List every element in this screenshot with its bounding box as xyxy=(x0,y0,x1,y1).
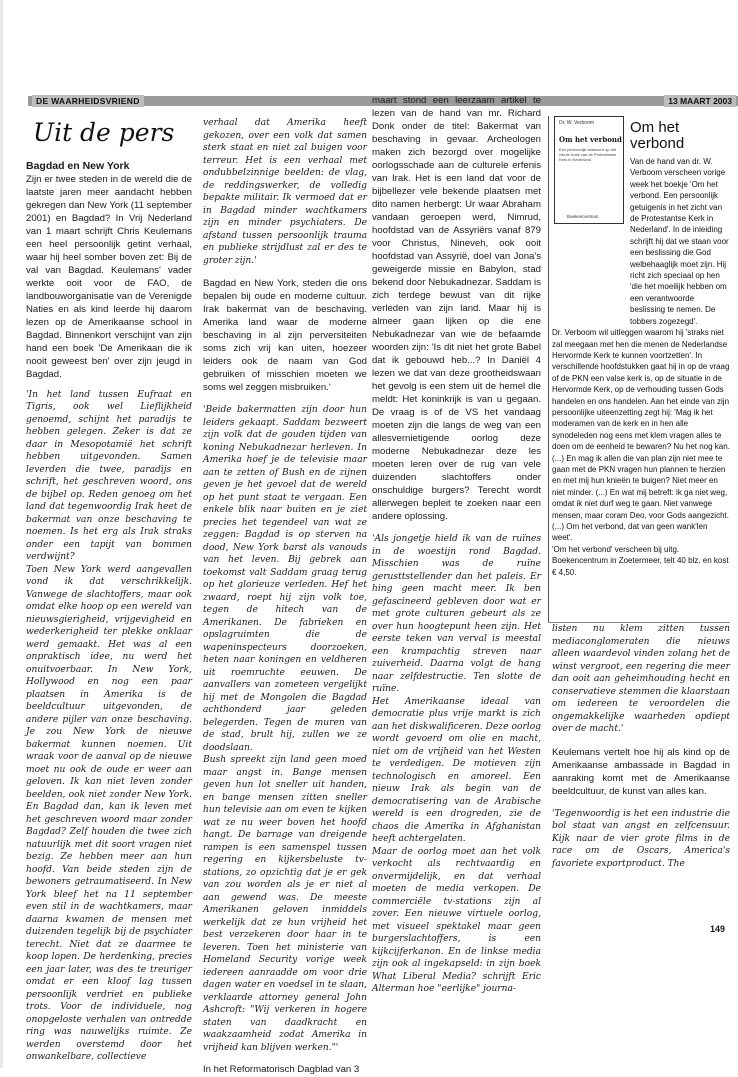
quote-paragraph: Bush spreekt zijn land geen moed maar angst in. Bange mensen geven hun lot sneller uit handen, en bange mensen zitten sneller hun televisie aan om even te kijken wat ze nu weer boven het hoofd hangt. De barrage van dreigende rampen is een samenspel tussen regering en kijkersbeluste tv-stations, zo opzichtig dat je er gek van zou worden als je er niet al aan gewend was. De meeste Amerikanen geloven inmiddels werkelijk dat ze hun vrijheid het best verzekeren door haar in te leveren. Toen het ministerie van Homeland Security vorige week iedereen aanraadde om voor drie dagen water en voedsel in te slaan, verklaarde attorney general John Ashcroft: "Wij verkeren in hogere staten van daadkracht en waakzaamheid zodat Amerika in vrijheid kan blijven werken."' xyxy=(203,755,367,1053)
column-2 xyxy=(203,117,367,1077)
book-title: Om het verbond xyxy=(559,135,622,144)
box-heading: Om het verbond xyxy=(630,119,685,152)
book-publisher: Boekencentrum xyxy=(567,214,599,219)
quote-paragraph: verhaal dat Amerika heeft gekozen, over een volk dat samen sterk staat en niet zal buigen voor terreur. Het is een verhaal met ondubbelzinnige beelden: de vlag, de reddingswerker, de volledig bepakte militair. Ik vermoed dat er in Bagdad minder wachtkamers zijn en minder psychiaters. De afstand tussen persoonlijk trauma en publieke strijdlust zal er des te groter zijn.' xyxy=(203,118,367,266)
box-publication-info: 'Om het verbond' verscheen bij uitg. Boekencentrum in Zoetermeer, telt 40 blz. en kost € 4,50. xyxy=(552,544,729,577)
quote-paragraph: listen nu klem zitten tussen mediaconglomeraten die nieuws alleen waardevol vinden zolang het de winst vergroot, een regering die meer dan ooit aan geheimhouding hecht en conservatieve stemmen die klaarstaan om iedereen te veroordelen die ongemakkelijke waarheden opdiept over de macht.' xyxy=(552,624,730,734)
box-body xyxy=(552,156,730,578)
column-4 xyxy=(552,623,730,870)
box-border-rule xyxy=(548,116,549,622)
page-number: 149 xyxy=(710,924,726,934)
page-title: Uit de pers xyxy=(33,118,175,147)
box-paragraph: Dr. Verboom wil uitleggen waarom hij 'straks niet zal meegaan met hen die menen de Nederlandse Hervormde Kerk te kunnen voortzetten'. In verschillende hoofdstukken gaat hij in op de vraag of de PKN een valse kerk is, op de situatie in de Hervormde Kerk, op de verhouding tussen Gods handelen en ons handelen. Aan het einde van zijn persoonlijke uiteenzetting zegt hij: 'Mag ik het moderamen van de kerk en in hen alle synodeleden nog eens met klem vragen alles te doen om de eenheid te bewaren? Nu het nog kan. (...) En mag ik allen die van plan zijn niet mee te gaan met de PKN vragen hun plannen te herzien en met mij hun knieën te buigen? Niet meer en niet minder. (...) En wat mij betreft: ik ga niet weg, omdat ik niet durf weg te gaan. Niet vanwege mensen, maar coram Deo, voor Gods aangezicht. (...) Om het verbond, dat van geen wank'len weet'. xyxy=(552,328,730,543)
intro-paragraph: Zijn er twee steden in de wereld die de laatste jaren meer aandacht hebben gekregen dan New York (11 september 2001) en Bagdad? In Vrij Nederland van 1 maart schrijft Chris Keulemans een heel persoonlijk getint verhaal, waar hij heel somber boven zet: Bij de val van Bagdad. Keulemans' vader werkte ooit voor de FAO, de landbouworganisatie van de Verenigde Naties en als kind leerde hij daarom lezen op de Amerikaanse school in Bagdad. Binnenkort verschijnt van zijn hand een boek 'De Amerikaan die ik nooit geweest ben' over zijn jeugd in Bagdad. xyxy=(26,173,192,380)
publication-name: DE WAARHEIDSVRIEND xyxy=(32,95,144,107)
quote-paragraph: 'Beide bakermatten zijn door hun leiders gekaapt. Saddam bezweert zijn volk dat de gouden tijden van koning Nebukadnezar herleven. In Amerika hoef je de televisie maar aan te zetten of Bush en de zijnen geven je het gevoel dat de wereld op het punt staat te vergaan. Een enkele blik naar buiten en je ziet precies het tegendeel van wat ze zeggen: Bagdad is op sterven na dood, New York barst als vanouds van het leven. Bij gebrek aan toekomst valt Saddam graag terug op het glorieuze verleden. Hef het zwaard, roept hij zijn volk toe, tegen de hitech van de Amerikanen. De fabrieken en opslagruimten die de wapeninspecteurs doorzoeken, heten naar koningen en veldheren uit roemruchte eeuwen. De aanvallers van zometeen vergelijkt hij met de Mongolen die Bagdad achthonderd jaar geleden belegerden. Tegen de muren van de stad, brult hij, zullen we ze doodslaan. xyxy=(203,405,367,753)
quote-paragraph: Het Amerikaanse ideaal van democratie plus vrije markt is zich aan het diskwalificeren. Deze oorlog wordt gevoerd om olie en macht, niet om de vrijheid van het Westen te verdedigen. De motieven zijn technologisch en amoreel. Een nieuw Irak als begin van de democratisering van de Arabische wereld is een drogreden, zie de chaos die Amerika in Afghanistan heeft achtergelaten. xyxy=(372,696,541,844)
book-author: Dr. W. Verboom xyxy=(559,120,595,126)
quote-paragraph: 'Tegenwoordig is het een industrie die bol staat van angst en zelfcensuur. Kijk naar de vier grote films in de race om de Oscars, America's favoriete exportproduct. The xyxy=(552,808,730,869)
body-paragraph: In het Reformatorisch Dagblad van 3 xyxy=(203,1064,360,1075)
column-3 xyxy=(372,94,541,996)
body-paragraph: maart stond een leerzaam artikel te lezen van de hand van mr. Richard Donk onder de titel: Bakermat van beschaving in gevaar. Archeologen maken zich bezorgd over mogelijke oorlogsschade aan de culturele erfenis van Irak. Het is een land dat voor de bijbellezer vele bekende plaatsen met dito namen herbergt: Ur waar Abraham vandaan geroepen werd, Nimrud, hoofdstad van de Assyriërs vanaf 879 voor Christus, Nineveh, ook ooit hoofdstad van Assyrië, doel van Jona's geweigerde missie en Babylon, stad bekend door Nebukadnezar. Saddam is zich terdege bewust van dit rijke verleden van zijn land. Maar hij is almeer gaan lijken op die ene Nebukadnezar van wie de befaamde woorden zijn: 'Is dit niet het grote Babel dat ik gebouwd heb...? In Daniël 4 lezen we dat van deze grootheidswaan het gevolg is een stem uit de hemel die meldt: Het koninkrijk is van u gegaan. De vraag is of de VS het vandaag moeten zijn die langs de weg van een allesvernietigende oorlog deze moderne Nebukadnezar deze les moeten leren over de rug van vele duizenden slachtoffers onder onschuldige burgers? Terecht wordt allerwegen bepleit te zoeken naar een andere oplossing. xyxy=(372,95,541,522)
box-intro-text: Van de hand van dr. W. Verboom verscheen vorige week het boekje 'Om het verbond. Een persoonlijk getuigenis in het zicht van de Protestantse Kerk in Nederland'. In de inleiding schrijft hij dat we staan voor een beslissing die God welbehaaglijk moet zijn. Hij richt zich speciaal op hen 'die het moeilijk hebben om een verantwoorde beslissing te nemen. De tobbers zogezegd'. xyxy=(630,157,729,326)
issue-date: 13 MAART 2003 xyxy=(664,95,736,107)
quote-paragraph: Toen New York werd aangevallen vond ik dat verschrikkelijk. Vanwege de slachtoffers, maar ook omdat elke hoop op een wereld van nieuwsgierigheid, vrijgevigheid en wederkerigheid ter plekke onklaar werd gemaakt. Het was al een onpraktisch idee, nu werd het onuitvoerbaar. In New York, Hollywood en nog een paar plaatsen in Amerika is de beeldcultuur uitgevonden, de andere pijler van onze beschaving. Je zou New York de nieuwe bakermat kunnen noemen. Uit wraak voor de aanval op de nieuwe moet nu ook de oude er weer aan geloven. Ik kan niet leven zonder beelden, ook niet zonder New York. En Bagdad dan, kan ik leven met het geschreven woord maar zonder Bagdad? Zelf houden die twee zich natuurlijk met dit soort vragen niet bezig. Ze hebben meer aan hun hoofd. Van beide steden zijn de bewoners getraumatiseerd. In New York bleef het na 11 september even stil in de wachtkamers, maar daarna kwamen de mensen met duizenden tegelijk bij de psychiater terecht. Niet dat ze daarmee te koop lopen. De herdenking, precies een jaar later, was des te treuriger omdat er een kloof lag tussen persoonlijk verdriet en publieke trots. Voor de individuele, nog onopgeloste verhalen van ontredde ring was nauwelijks ruimte. Ze werden overstemd door het onwankelbare, collectieve xyxy=(26,564,192,1062)
column-1 xyxy=(26,158,192,1064)
quote-paragraph: 'Als jongetje hield ik van de ruïnes in de woestijn rond Bagdad. Misschien was de ruïne gerusttstellender dan het paleis. Er hing geen macht meer. Ik ben gefascineerd gebleven door wat er met grote culturen gebeurt als ze over hun hoogtepunt heen zijn. Het eerste teken van verval is meestal een krampachtig streven naar zuiverheid. Daarna volgt de hang naar zelfdestructie. Ten slotte de ruïne. xyxy=(372,534,541,694)
quote-paragraph: Maar de oorlog moet aan het volk verkocht als rechtvaardig en onvermijdelijk, en dat verhaal moeten de media verkopen. De commerciële tv-stations zijn al zover. Een nieuwe virtuele oorlog, met visueel spektakel maar geen burgerslachtoffers, is een kijkcijferkanon. En de linkse media zijn ook al ingekapseld: in zijn boek What Liberal Media? schrijft Eric Alterman hoe "eerlijke" journa- xyxy=(372,846,541,994)
subheading: Bagdad en New York xyxy=(26,160,130,172)
body-paragraph: Bagdad en New York, steden die ons bepalen bij oude en moderne cultuur. Irak bakermat van de beschaving. Amerika land waar de moderne beschaving in al zijn perversiteiten soms zich vrij kan uiten, hoezeer leiders ook de naam van God gebruiken of misschien moeten we soms wel zeggen misbruiken.' xyxy=(203,278,367,393)
scan-edge xyxy=(0,0,3,1068)
book-subtitle: Een persoonlijk antwoord op het vierde boek van de Protestantse Kerk in Nederland xyxy=(559,147,617,162)
body-paragraph: Keulemans vertelt hoe hij als kind op de Amerikaanse ambassade in Bagdad in aanraking komt met de Amerikaanse beeldcultuur, de kunst van alles kan. xyxy=(552,746,730,797)
quote-paragraph: 'In het land tussen Eufraat en Tigris, ook wel Lieflijkheid genoemd, schijnt het paradijs te hebben gelegen. Zeker is dat ze daar in Mesopotamië het schrift hebben uitgevonden. Samen leverden die twee, paradijs en schrift, het geschreven woord, ons de bijbel op. Reden genoeg om het land dat tegenwoordig Irak heet de bakermat van onze beschaving te noemen. Is het erg als Irak straks onder een tapijt van bommen verdwijnt? xyxy=(26,389,192,562)
